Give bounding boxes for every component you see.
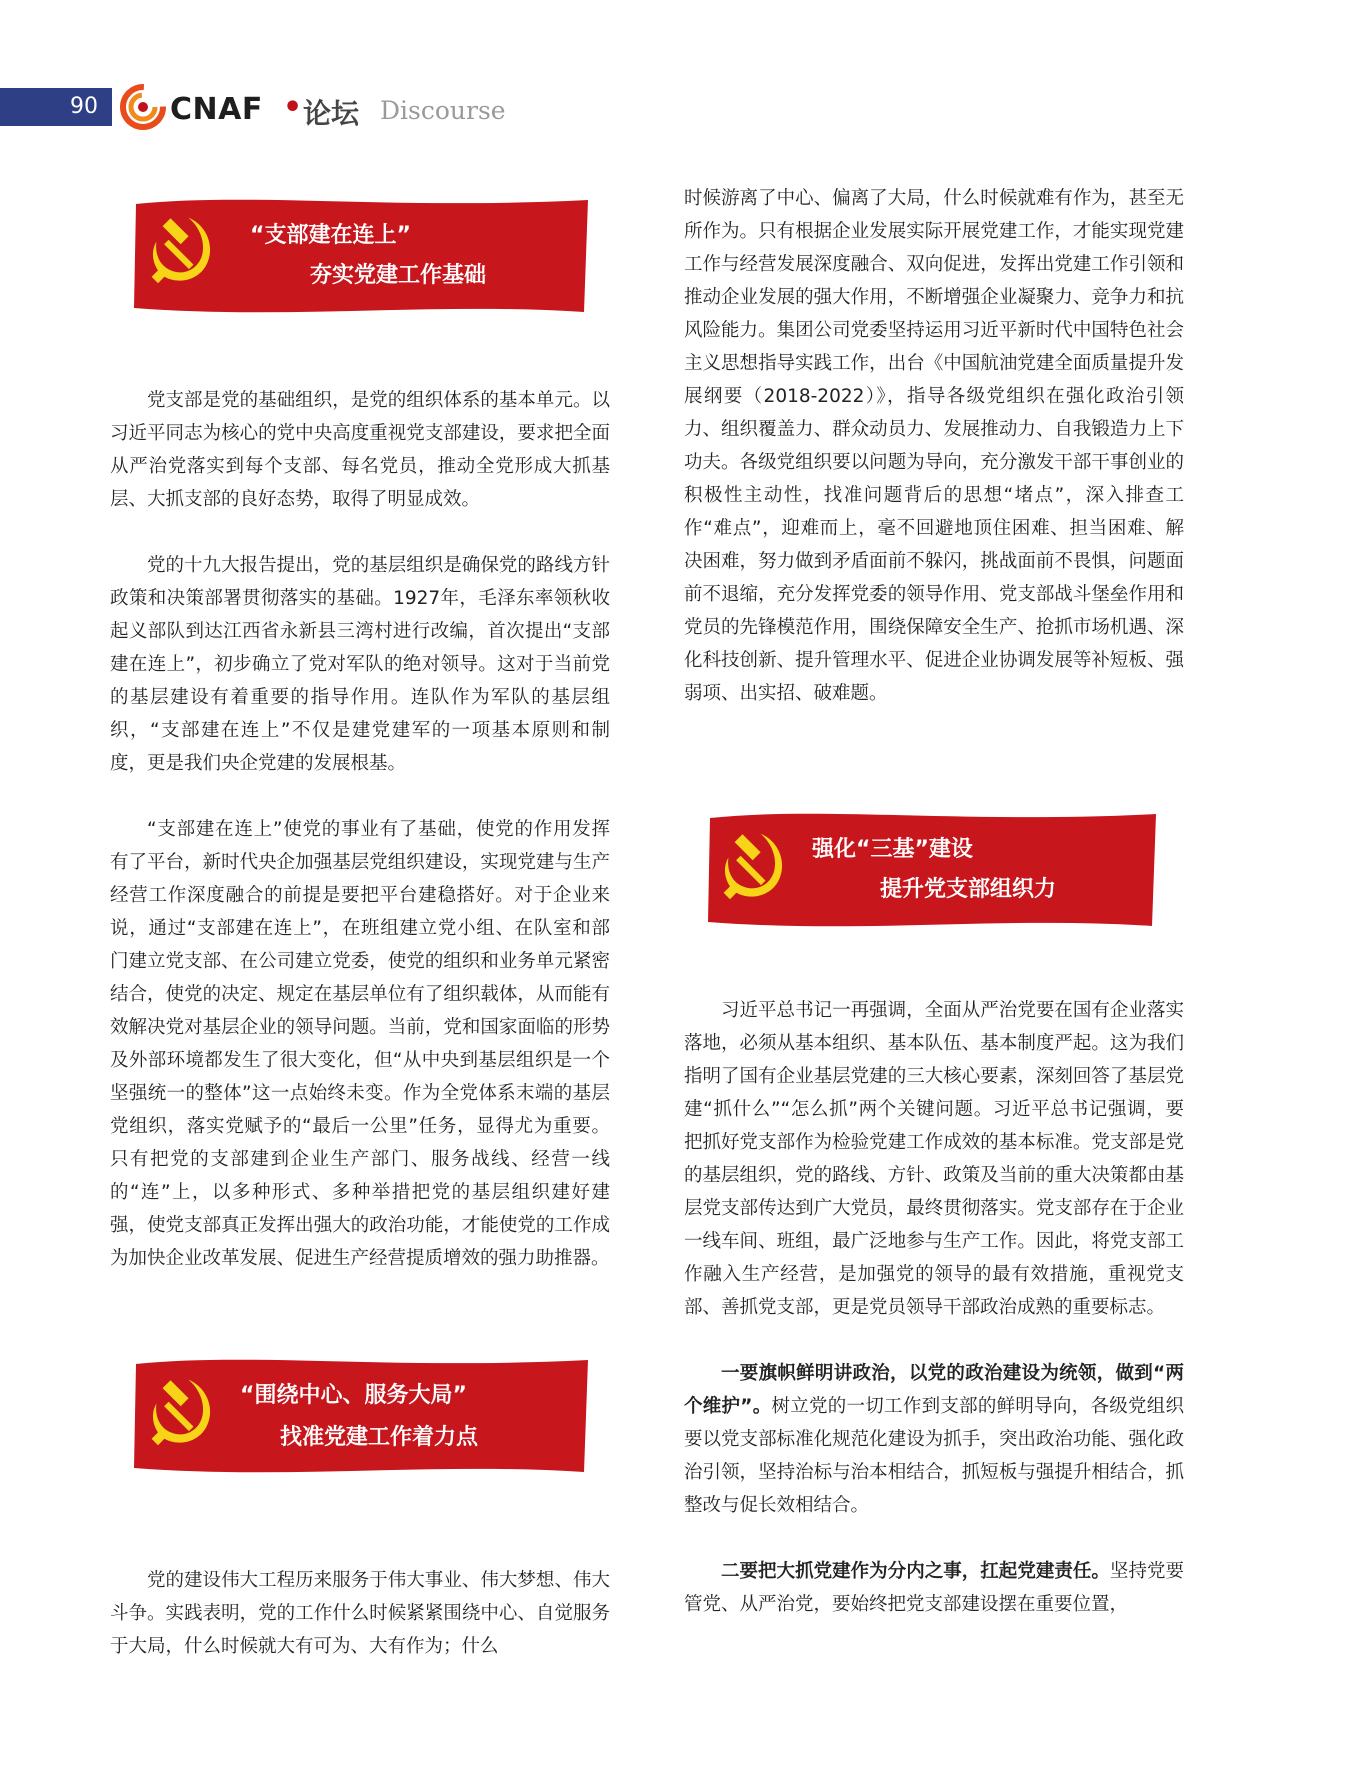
banner-1-line-1: “支部建在连上” xyxy=(250,223,411,248)
right-column-text-a xyxy=(684,182,1184,710)
brand-name: CNAF xyxy=(170,92,263,127)
section-banner-1 xyxy=(132,196,592,318)
banner-2-line-1: “围绕中心、服务大局” xyxy=(240,1383,467,1408)
banner-3-line-2: 提升党支部组织力 xyxy=(880,877,1057,902)
cnaf-logo-icon xyxy=(120,84,166,130)
paragraph-lead-bold: 一要旗帜鲜明讲政治，以党的政治建设为统领，做到“两个维护”。 xyxy=(684,1363,1184,1417)
paragraph: 习近平总书记一再强调，全面从严治党要在国有企业落实落地，必须从基本组织、基本队伍、基本制度严起。这为我们指明了国有企业基层党建的三大核心要素，深刻回答了基层党建“抓什么”“怎么抓”两个关键问题。习近平总书记强调，要把抓好党支部作为检验党建工作成效的基本标准。党支部是党的基层组织，党的路线、方针、政策及当前的重大决策都由基层党支部传达到广大党员，最终贯彻落实。党支部存在于企业一线车间、班组，最广泛地参与生产工作。因此，将党支部工作融入生产经营，是加强党的领导的最有效措施，重视党支部、善抓党支部，更是党员领导干部政治成熟的重要标志。 xyxy=(684,1000,1184,1318)
section-title-en: Discourse xyxy=(380,96,506,125)
paragraph-lead-bold: 二要把大抓党建作为分内之事，扛起党建责任。 xyxy=(721,1561,1110,1582)
banner-3-line-1: 强化“三基”建设 xyxy=(812,837,973,862)
paragraph-body: 坚持党要管党、从严治党，要始终把党支部建设摆在重要位置， xyxy=(684,1561,1184,1615)
banner-1-line-2: 夯实党建工作基础 xyxy=(310,263,487,288)
paragraph-body: 树立党的一切工作到支部的鲜明导向，各级党组织要以党支部标准化规范化建设为抓手，突出政治功能、强化政治引领，坚持治标与治本相结合，抓短板与强提升相结合，抓整改与促长效相结合。 xyxy=(684,1396,1184,1516)
paragraph xyxy=(684,1357,1184,1522)
hammer-sickle-icon xyxy=(714,824,794,904)
section-banner-2 xyxy=(132,1356,592,1478)
left-column-text-a xyxy=(110,384,610,1275)
hammer-sickle-icon xyxy=(142,208,222,288)
paragraph: 党支部是党的基础组织，是党的组织体系的基本单元。以习近平同志为核心的党中央高度重视党支部建设，要求把全面从严治党落实到每个支部、每名党员，推动全党形成大抓基层、大抓支部的良好态势，取得了明显成效。 xyxy=(110,390,610,510)
right-column-text-b xyxy=(684,994,1184,1621)
section-title-cn: 论坛 xyxy=(303,97,360,130)
paragraph: 党的十九大报告提出，党的基层组织是确保党的路线方针政策和决策部署贯彻落实的基础。1927年，毛泽东率领秋收起义部队到达江西省永新县三湾村进行改编，首次提出“支部建在连上”，初步确立了党对军队的绝对领导。这对于当前党的基层建设有着重要的指导作用。连队作为军队的基层组织，“支部建在连上”不仅是建党建军的一项基本原则和制度，更是我们央企党建的发展根基。 xyxy=(110,555,610,774)
left-column-text-b xyxy=(110,1564,610,1663)
banner-2-line-2: 找准党建工作着力点 xyxy=(280,1425,479,1450)
brand-separator: • xyxy=(283,90,303,125)
section-banner-3 xyxy=(706,810,1160,932)
hammer-sickle-icon xyxy=(142,1370,222,1450)
paragraph: “支部建在连上”使党的事业有了基础，使党的作用发挥有了平台，新时代央企加强基层党组织建设，实现党建与生产经营工作深度融合的前提是要把平台建稳搭好。对于企业来说，通过“支部建在连上”，在班组建立党小组、在队室和部门建立党支部、在公司建立党委，使党的组织和业务单元紧密结合，使党的决定、规定在基层单位有了组织载体，从而能有效解决党对基层企业的领导问题。当前，党和国家面临的形势及外部环境都发生了很大变化，但“从中央到基层组织是一个坚强统一的整体”这一点始终未变。作为全党体系末端的基层党组织，落实党赋予的“最后一公里”任务，显得尤为重要。只有把党的支部建到企业生产部门、服务战线、经营一线的“连”上，以多种形式、多种举措把党的基层组织建好建强，使党支部真正发挥出强大的政治功能，才能使党的工作成为加快企业改革发展、促进生产经营提质增效的强力助推器。 xyxy=(110,819,610,1269)
page-number: 90 xyxy=(70,94,98,119)
paragraph: 时候游离了中心、偏离了大局，什么时候就难有作为，甚至无所作为。只有根据企业发展实际开展党建工作，才能实现党建工作与经营发展深度融合、双向促进，发挥出党建工作引领和推动企业发展的强大作用，不断增强企业凝聚力、竞争力和抗风险能力。集团公司党委坚持运用习近平新时代中国特色社会主义思想指导实践工作，出台《中国航油党建全面质量提升发展纲要（2018-2022）》，指导各级党组织在强化政治引领力、组织覆盖力、群众动员力、发展推动力、自我锻造力上下功夫。各级党组织要以问题为导向，充分激发干部干事创业的积极性主动性，找准问题背后的思想“堵点”，深入排查工作“难点”，迎难而上，毫不回避地顶住困难、担当困难、解决困难，努力做到矛盾面前不躲闪，挑战面前不畏惧，问题面前不退缩，充分发挥党委的领导作用、党支部战斗堡垒作用和党员的先锋模范作用，围绕保障安全生产、抢抓市场机遇、深化科技创新、提升管理水平、促进企业协调发展等补短板、强弱项、出实招、破难题。 xyxy=(684,188,1184,704)
paragraph: 党的建设伟大工程历来服务于伟大事业、伟大梦想、伟大斗争。实践表明，党的工作什么时候紧紧围绕中心、自觉服务于大局，什么时候就大有可为、大有作为；什么 xyxy=(110,1570,610,1657)
paragraph xyxy=(684,1555,1184,1621)
